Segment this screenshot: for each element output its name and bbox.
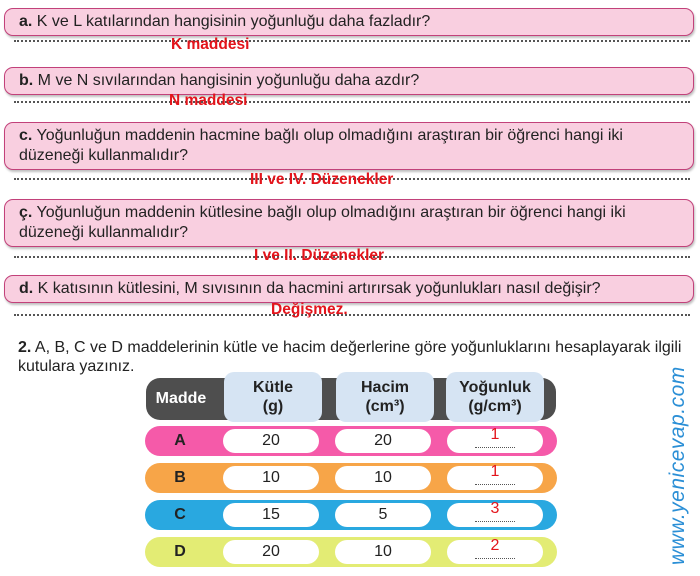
yogunluk-answer: 3 xyxy=(490,500,500,517)
header-hacim xyxy=(336,372,434,422)
table-row-d xyxy=(145,537,557,567)
header-hacim-unit: (cm³) xyxy=(365,398,405,415)
question-text-line1: Yoğunluğun maddenin hacmine bağlı olup olmadığını araştıran bir öğrenci hangi iki xyxy=(36,127,623,144)
question-label: b. xyxy=(19,72,34,89)
yogunluk-cell xyxy=(447,463,543,490)
hacim-cell: 10 xyxy=(335,466,431,490)
question-text: K katısının kütlesini, M sıvısının da hacmini artırırsak yoğunlukları nasıl değişir? xyxy=(37,280,601,297)
answer-c: III ve IV. Düzenekler xyxy=(250,171,394,188)
header-yogunluk-title: Yoğunluk xyxy=(459,379,531,396)
question-label: c. xyxy=(19,127,33,144)
header-hacim-title: Hacim xyxy=(360,379,410,396)
question-label: d. xyxy=(19,280,34,297)
question-text-line2: düzeneği kullanmalıdır? xyxy=(19,147,188,164)
question-box xyxy=(4,67,694,95)
question-text-line1: Yoğunluğun maddenin kütlesine bağlı olup olmadığını araştıran bir öğrenci hangi iki xyxy=(36,204,626,221)
row-label: A xyxy=(174,432,186,449)
header-kutle xyxy=(224,372,322,422)
section-number: 2. xyxy=(18,339,32,356)
row-label: C xyxy=(174,506,186,523)
yogunluk-answer: 1 xyxy=(490,426,500,443)
answer-dotted-line xyxy=(14,314,690,316)
answer-dotted-line xyxy=(475,521,515,522)
answer-cedilla: I ve II. Düzenekler xyxy=(254,247,385,264)
row-label: D xyxy=(174,543,186,560)
question-cedilla xyxy=(4,199,694,247)
density-table-header xyxy=(146,378,556,420)
question-text: M ve N sıvılarından hangisinin yoğunluğu daha azdır? xyxy=(37,72,420,89)
section-text: A, B, C ve D maddelerinin kütle ve hacim değerlerine göre yoğunluklarını hesaplayarak ilgili kutulara yazınız. xyxy=(18,339,682,375)
header-yogunluk xyxy=(446,372,544,422)
question-box xyxy=(4,8,694,36)
header-yogunluk-unit: (g/cm³) xyxy=(468,398,522,415)
question-label: a. xyxy=(19,13,33,30)
answer-dotted-line xyxy=(14,40,690,42)
question-box xyxy=(4,122,694,170)
table-row-a xyxy=(145,426,557,456)
question-box xyxy=(4,199,694,247)
yogunluk-cell xyxy=(447,537,543,564)
watermark: www.yenicevap.com xyxy=(666,366,689,565)
answer-dotted-line xyxy=(475,558,515,559)
yogunluk-answer: 2 xyxy=(490,537,500,554)
question-box xyxy=(4,275,694,303)
question-text-line2: düzeneği kullanmalıdır? xyxy=(19,224,188,241)
row-label: B xyxy=(174,469,186,486)
answer-dotted-line xyxy=(475,484,515,485)
kutle-cell: 10 xyxy=(223,466,319,490)
header-kutle-title: Kütle xyxy=(253,379,293,396)
section-2-instruction xyxy=(18,338,686,376)
kutle-cell: 20 xyxy=(223,429,319,453)
question-c xyxy=(4,122,694,170)
table-row-c xyxy=(145,500,557,530)
question-text: K ve L katılarından hangisinin yoğunluğu daha fazladır? xyxy=(36,13,431,30)
question-d xyxy=(4,275,694,303)
question-b xyxy=(4,67,694,95)
question-a xyxy=(4,8,694,36)
answer-b: N maddesi xyxy=(169,92,248,109)
answer-dotted-line xyxy=(475,447,515,448)
header-madde: Madde xyxy=(155,390,207,407)
kutle-cell: 20 xyxy=(223,540,319,564)
hacim-cell: 20 xyxy=(335,429,431,453)
answer-a: K maddesi xyxy=(171,36,250,53)
yogunluk-cell xyxy=(447,500,543,527)
header-kutle-unit: (g) xyxy=(262,398,284,415)
question-label: ç. xyxy=(19,204,33,221)
hacim-cell: 10 xyxy=(335,540,431,564)
answer-d: Değişmez. xyxy=(271,301,348,318)
yogunluk-cell xyxy=(447,426,543,453)
table-row-b xyxy=(145,463,557,493)
hacim-cell: 5 xyxy=(335,503,431,527)
answer-dotted-line xyxy=(14,101,690,103)
kutle-cell: 15 xyxy=(223,503,319,527)
yogunluk-answer: 1 xyxy=(490,463,500,480)
